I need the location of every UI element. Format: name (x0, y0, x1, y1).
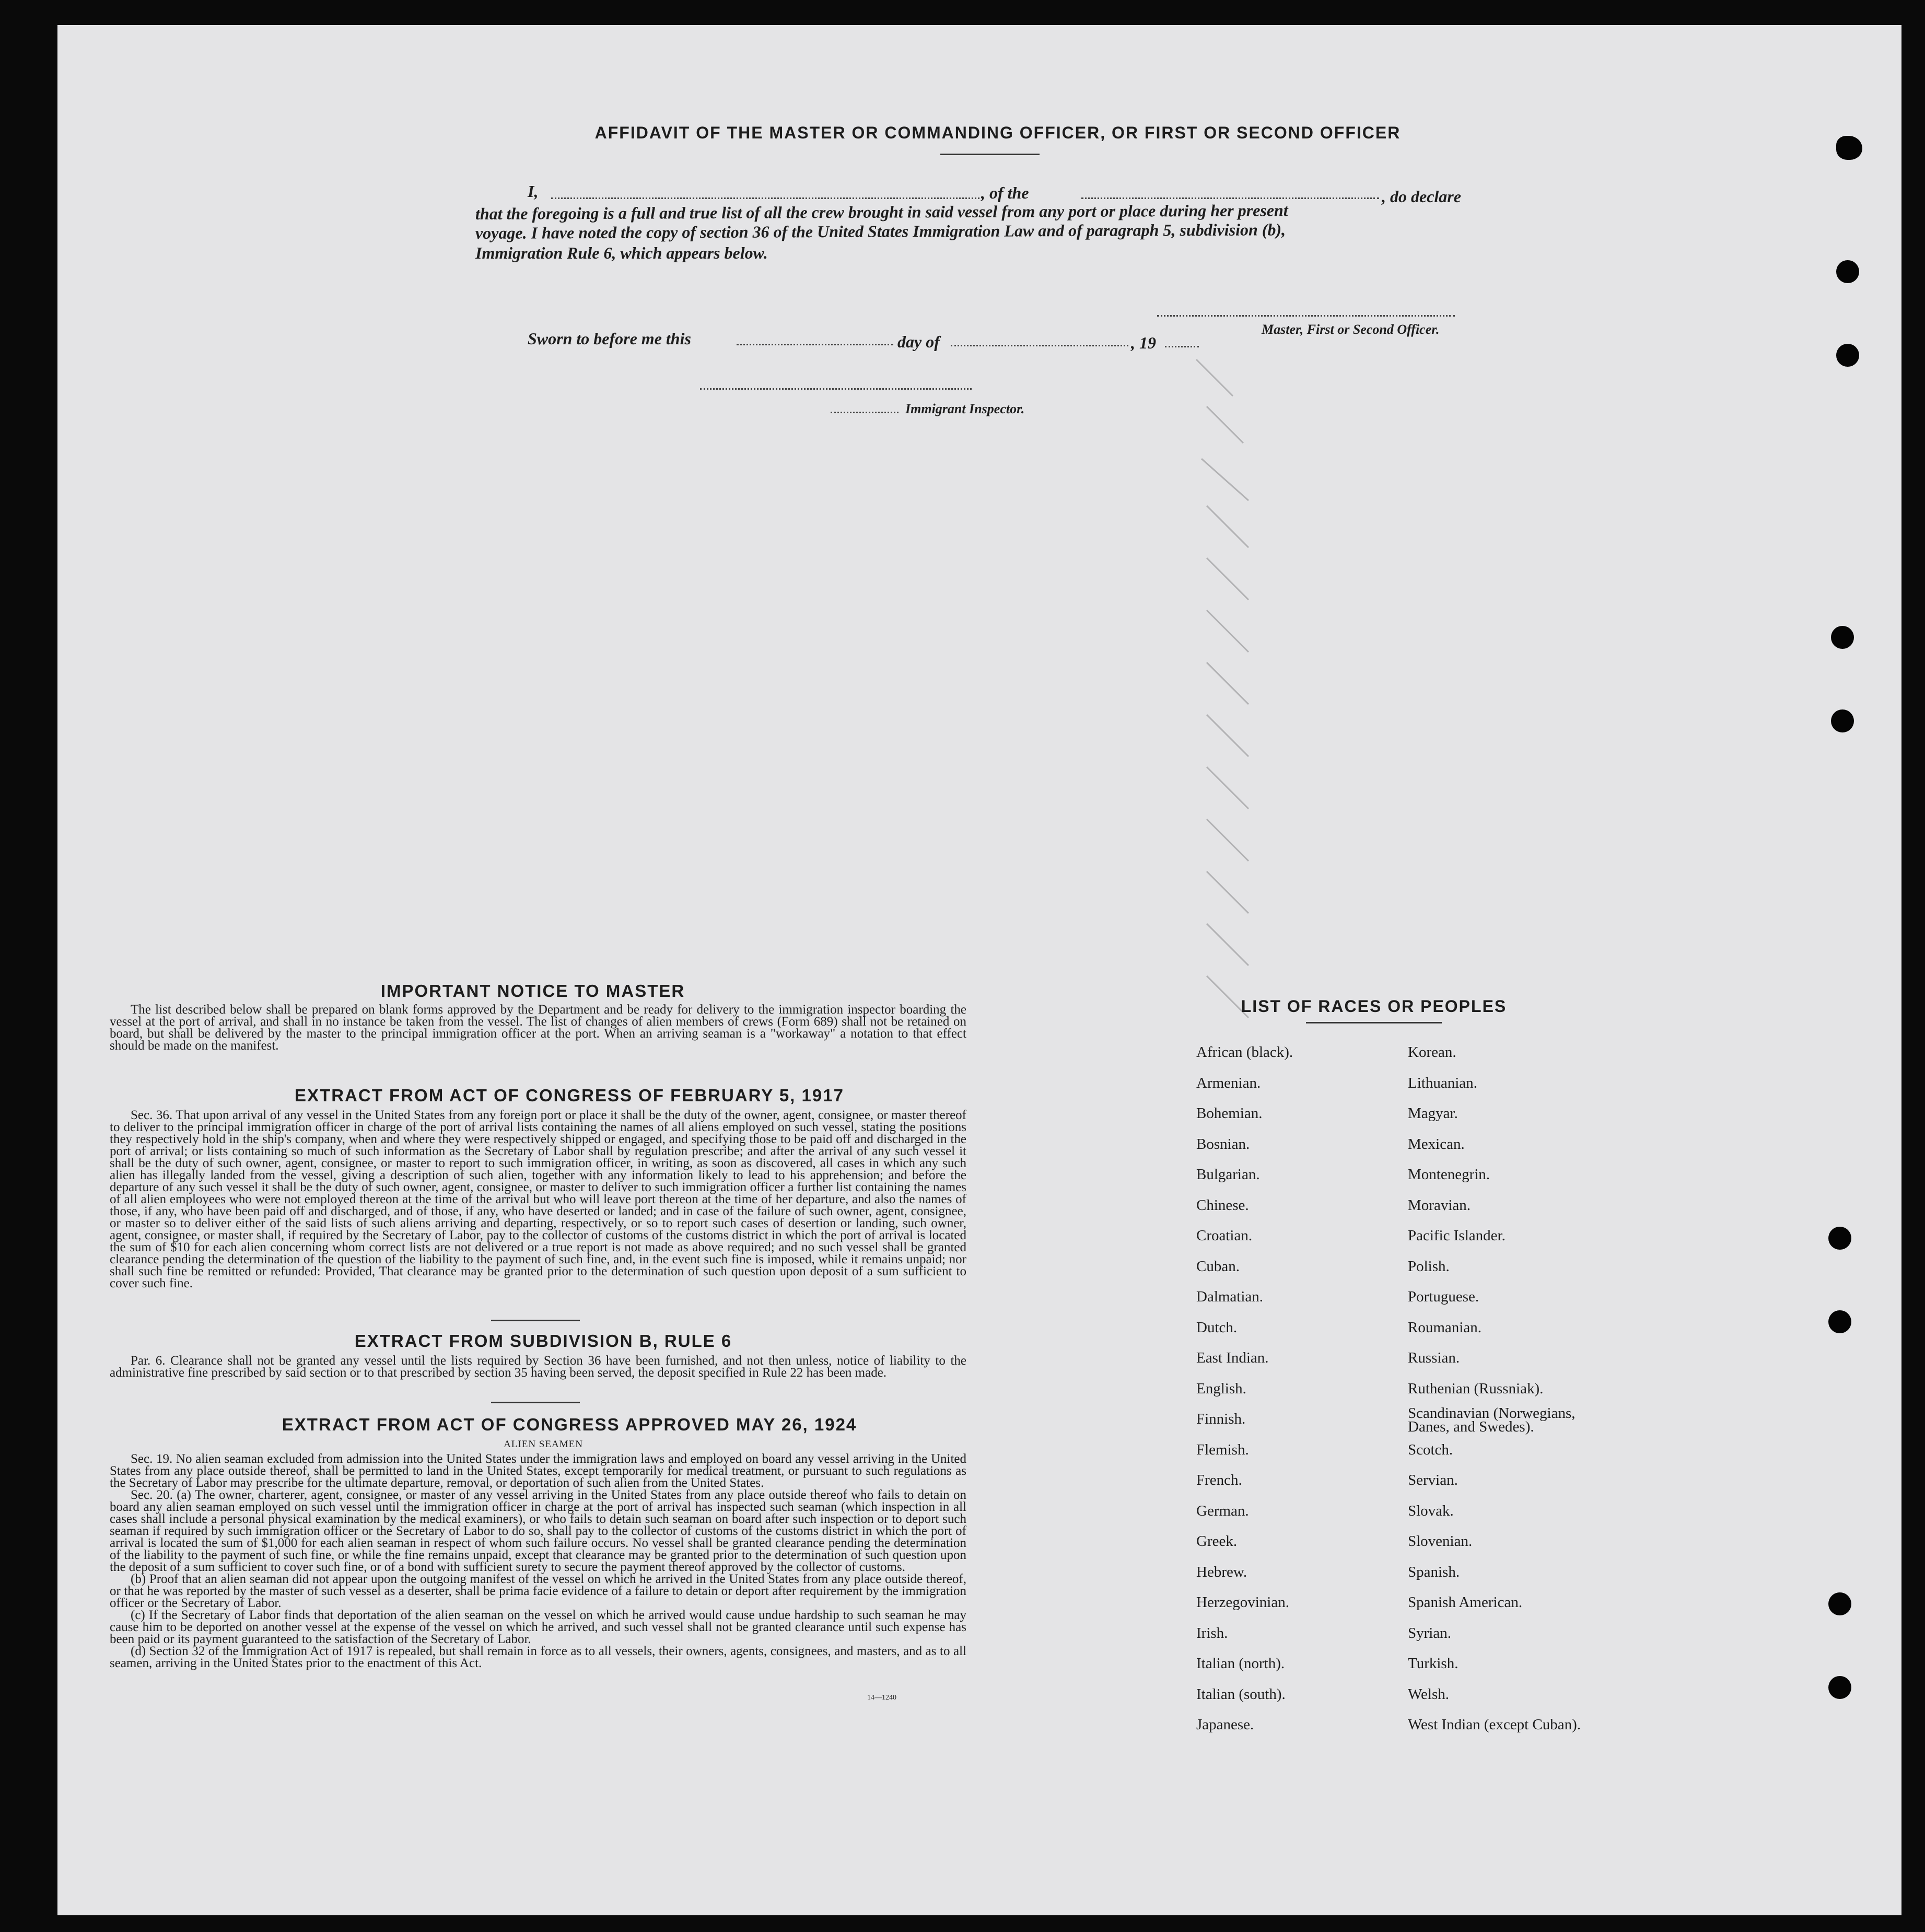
punch-hole (1828, 1592, 1851, 1615)
race-left-item: African (black). (1196, 1044, 1293, 1061)
rule6-paragraph: Par. 6. Clearance shall not be granted any vessel until the lists required by Section 36 have been furnished, and not then unless, notice of liability to the administrative fine prescribed by said section or to that prescribed by section 35 having been served, the deposit specified in Rule 22 has been made. (110, 1354, 966, 1380)
race-left-item: Dutch. (1196, 1319, 1238, 1336)
inspector-signature-line[interactable] (700, 388, 972, 390)
notice-title: IMPORTANT NOTICE TO MASTER (380, 981, 685, 1000)
race-left-item: Japanese. (1196, 1716, 1254, 1733)
race-right-item: Spanish. (1408, 1563, 1460, 1580)
races-title: LIST OF RACES OR PEOPLES (1241, 997, 1507, 1016)
punch-hole (1831, 709, 1854, 732)
race-left-item: East Indian. (1196, 1349, 1269, 1366)
sec-19-paragraph: Sec. 19. No alien seaman excluded from admission into the United States under the immigration laws and employed on board any vessel arriving in the United States from any place outside thereof, shall be permitted to land in the United States, except temporarily for medical treatment, or pursuant to such regulations as the Secretary of Labor may prescribe for the ultimate departure, removal, or deportation of such alien from the United States. (110, 1452, 966, 1490)
race-right-item: Servian. (1408, 1472, 1458, 1488)
vessel-blank[interactable] (1081, 197, 1379, 199)
race-left-item: Hebrew. (1196, 1563, 1247, 1580)
form-number: 14—1240 (867, 1694, 896, 1702)
race-right-item: Moravian. (1408, 1196, 1471, 1214)
race-left-item: Chinese. (1196, 1196, 1249, 1214)
race-right-item: Korean. (1408, 1044, 1456, 1061)
race-left-item: Finnish. (1196, 1411, 1246, 1427)
race-right-item: Magyar. (1408, 1105, 1458, 1122)
race-right-item: Welsh. (1408, 1685, 1450, 1703)
race-right-item: Slovak. (1408, 1502, 1454, 1519)
race-right-item: Syrian. (1408, 1624, 1451, 1642)
year-blank[interactable] (1165, 346, 1199, 347)
do-declare-label: , do declare (1382, 187, 1461, 206)
race-left-item: Dalmatian. (1196, 1288, 1264, 1305)
section-36-paragraph: Sec. 36. That upon arrival of any vessel in the United States from any foreign port or place it shall be the duty of the owner, agent, consignee, or master thereof to deliver to the principal immigration officer in charge of the port of arrival lists containing the names of all aliens employed on such vessel, stating the positions they respectively hold in the ship's company, when and where they were respectively shipped or engaged, and specifying those to be paid off and discharged in the port of arrival; or lists containing so much of such information as the Secretary of Labor shall by regulation prescribe; and after the arrival of any such vessel it shall be the duty of such owner, agent, consignee, or master to report to such immigration officer, in writing, as soon as discovered, all cases in which any such alien has illegally landed from the vessel, giving a description of such alien, together with any information likely to lead to his apprehension; and before the departure of any such vessel it shall be the duty of such owner, agent, consignee, or master to deliver to such immigration officer a further list containing the names of all alien employees who were not employed thereon at the time of the arrival but who will leave port thereon at the time of her departure, and also the names of those, if any, who have been paid off and discharged, and of those, if any, who have deserted or landed; and in case of the failure of such owner, agent, consignee, or master so to deliver either of the said lists of such aliens arriving and departing, respectively, or so to report such cases of desertion or landing, such owner, agent, consignee, or master shall, if required by the Secretary of Labor, pay to the collector of customs of the customs district in which the port of arrival is located the sum of $10 for each alien concerning whom correct lists are not delivered or a true report is not made as above required; and no such vessel shall be granted clearance pending the determination of the question of the liability to the payment of such fine, and, in the event such fine is imposed, while it remains unpaid; nor shall such fine be remitted or refunded: Provided, That clearance may be granted prior to the determination of such question upon deposit of a sum sufficient to cover such fine. (110, 1108, 966, 1290)
race-right-item: Scandinavian (Norwegians, Danes, and Swedes). (1408, 1405, 1576, 1435)
bleed-through-marks (1186, 349, 1343, 1044)
notice-text (110, 1004, 966, 1052)
race-left-item: Irish. (1196, 1624, 1228, 1642)
race-left-item: Bosnian. (1196, 1135, 1250, 1153)
race-left-item: Bohemian. (1196, 1105, 1263, 1122)
inspector-dots (831, 412, 899, 413)
race-left-item: Bulgarian. (1196, 1166, 1260, 1183)
race-left-item: Croatian. (1196, 1227, 1253, 1244)
race-left-item: Herzegovinian. (1196, 1594, 1289, 1611)
alien-seamen-subtitle: ALIEN SEAMEN (504, 1439, 583, 1450)
punch-hole (1828, 1676, 1851, 1699)
sec-20d-paragraph: (d) Section 32 of the Immigration Act of 1917 is repealed, but shall remain in force as to all vessels, their owners, agents, consignees, and masters, and as to all seamen, arriving in the United States prior to the enactment of this Act. (110, 1644, 966, 1670)
punch-hole (1836, 344, 1859, 367)
punch-hole (1836, 136, 1862, 160)
race-right-item: Slovenian. (1408, 1533, 1473, 1550)
punch-hole (1828, 1227, 1851, 1250)
sec-20b-paragraph: (b) Proof that an alien seaman did not appear upon the outgoing manifest of the vessel on which he arrived in the United States from any place outside thereof, or that he was reported by the master of such vessel as a deserter, shall be prima facie evidence of a failure to detain or deport after requirement by the immigration officer or the Secretary of Labor. (110, 1572, 966, 1610)
of-the-label: , of the (981, 183, 1029, 202)
affidavit-title: AFFIDAVIT OF THE MASTER OR COMMANDING OFFICER, OR FIRST OR SECOND OFFICER (594, 123, 1401, 142)
notice-paragraph: The list described below shall be prepared on blank forms approved by the Department and be ready for delivery to the immigration inspector boarding the vessel at the port of arrival, and shall in no instance be taken from the vessel. The list of changes of alien members of crews (Form 689) shall not be retained on board, but shall be delivered by the master to the principal immigration officer at the port. When an arriving seaman is a "workaway" a notation to that effect should be made on the manifest. (110, 1003, 966, 1053)
sec-20a-paragraph: Sec. 20. (a) The owner, charterer, agent, consignee, or master of any vessel arriving in the United States from any place outside thereof who fails to detain on board any alien seaman employed on such vessel until the immigration officer in charge at the port of arrival has inspected such seaman (which inspection in all cases shall include a personal physical examination by the medical examiners), or who fails to detain such seaman on board after such inspection or to deport such seaman if required by such immigration officer or the Secretary of Labor to do so, shall pay to the collector of customs of the customs district in which the port of arrival is located the sum of $1,000 for each alien seaman in respect of whom such failure occurs. No vessel shall be granted clearance pending the determination of the liability to the payment of such fine, or while the fine remains unpaid, except that clearance may be granted prior to the determination of such question upon the deposit of a sum sufficient to cover such fine, or of a bond with sufficient surety to secure the payment thereof approved by the collector of customs. (110, 1488, 966, 1574)
year-prefix-label: , 19 (1131, 333, 1156, 352)
race-right-item: Ruthenian (Russniak). (1408, 1380, 1544, 1397)
race-right-item: Turkish. (1408, 1655, 1459, 1672)
section-divider (491, 1402, 580, 1403)
race-right-item: Scotch. (1408, 1441, 1453, 1458)
extract-1924-title: EXTRACT FROM ACT OF CONGRESS APPROVED MAY 26, 1924 (282, 1415, 857, 1434)
race-left-item: French. (1196, 1472, 1242, 1488)
race-left-item: Italian (north). (1196, 1655, 1285, 1672)
race-left-item: Cuban. (1196, 1258, 1240, 1275)
extract-1924-text (110, 1453, 966, 1669)
sec-20c-paragraph: (c) If the Secretary of Labor finds that deportation of the alien seaman on the vessel on which he arrived would cause undue hardship to such seaman he may cause him to be deported on another vessel at the expense of the vessel on which he arrived, and such vessel shall not be granted clearance until such expense has been paid or its payment guaranteed to the satisfaction of the Secretary of Labor. (110, 1608, 966, 1646)
affidavit-i-label: I, (528, 182, 539, 201)
affidavit-body-3: Immigration Rule 6, which appears below. (475, 243, 768, 262)
race-left-item: Greek. (1196, 1533, 1238, 1550)
extract-1917-text (110, 1109, 966, 1289)
race-left-item: German. (1196, 1502, 1249, 1519)
race-right-item: Portuguese. (1408, 1288, 1479, 1305)
affidavit-body-2: voyage. I have noted the copy of section 36 of the United States Immigration Law and of paragraph 5, subdivision (b), (475, 220, 1286, 242)
race-left-item: Italian (south). (1196, 1685, 1286, 1703)
punch-hole (1836, 260, 1859, 283)
name-blank[interactable] (551, 197, 979, 199)
master-signature-label: Master, First or Second Officer. (1262, 322, 1440, 337)
sworn-day-blank[interactable] (737, 344, 893, 345)
master-signature-line[interactable] (1157, 315, 1455, 317)
punch-hole (1828, 1310, 1851, 1333)
sworn-label: Sworn to before me this (528, 329, 691, 348)
race-left-item: Armenian. (1196, 1074, 1261, 1091)
extract-1917-title: EXTRACT FROM ACT OF CONGRESS OF FEBRUARY 5, 1917 (295, 1086, 844, 1105)
race-left-item: Flemish. (1196, 1441, 1249, 1458)
races-title-underline (1306, 1022, 1442, 1023)
race-right-item: Roumanian. (1408, 1319, 1481, 1336)
inspector-label: Immigrant Inspector. (905, 401, 1025, 416)
race-right-item: Lithuanian. (1408, 1074, 1477, 1091)
race-left-item: English. (1196, 1380, 1246, 1397)
race-right-item: Pacific Islander. (1408, 1227, 1506, 1244)
sworn-month-blank[interactable] (951, 345, 1128, 346)
punch-hole (1831, 626, 1854, 649)
day-of-label: day of (897, 332, 940, 351)
extract-rule6-title: EXTRACT FROM SUBDIVISION B, RULE 6 (354, 1331, 732, 1351)
race-right-item: Spanish American. (1408, 1594, 1523, 1611)
race-right-item: Polish. (1408, 1258, 1450, 1275)
extract-rule6-text (110, 1355, 966, 1379)
affidavit-body-1: that the foregoing is a full and true list of all the crew brought in said vessel from any port or place during her present (475, 201, 1288, 223)
race-right-item: Mexican. (1408, 1135, 1465, 1153)
race-right-item: Russian. (1408, 1349, 1460, 1366)
race-right-item: West Indian (except Cuban). (1408, 1716, 1581, 1733)
title-divider (940, 154, 1040, 155)
section-divider (491, 1320, 580, 1321)
document-page (57, 25, 1901, 1915)
race-right-item: Montenegrin. (1408, 1166, 1490, 1183)
